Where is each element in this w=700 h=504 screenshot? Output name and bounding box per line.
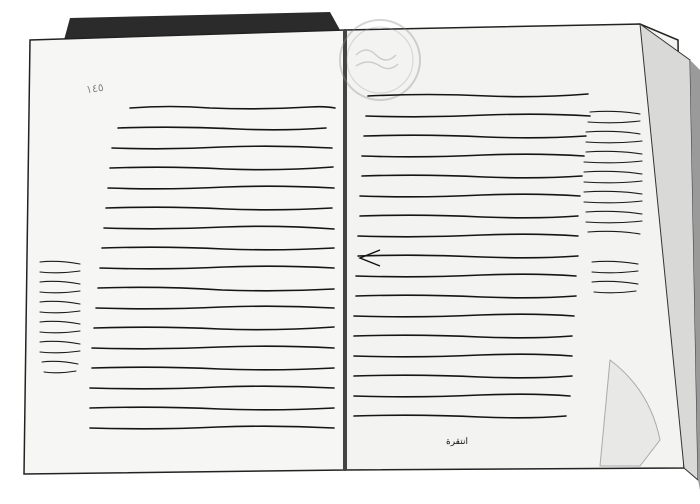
gutter <box>343 30 347 470</box>
folio-number: ١٤٥ <box>85 80 105 97</box>
catchword: انتقرة <box>446 437 468 447</box>
